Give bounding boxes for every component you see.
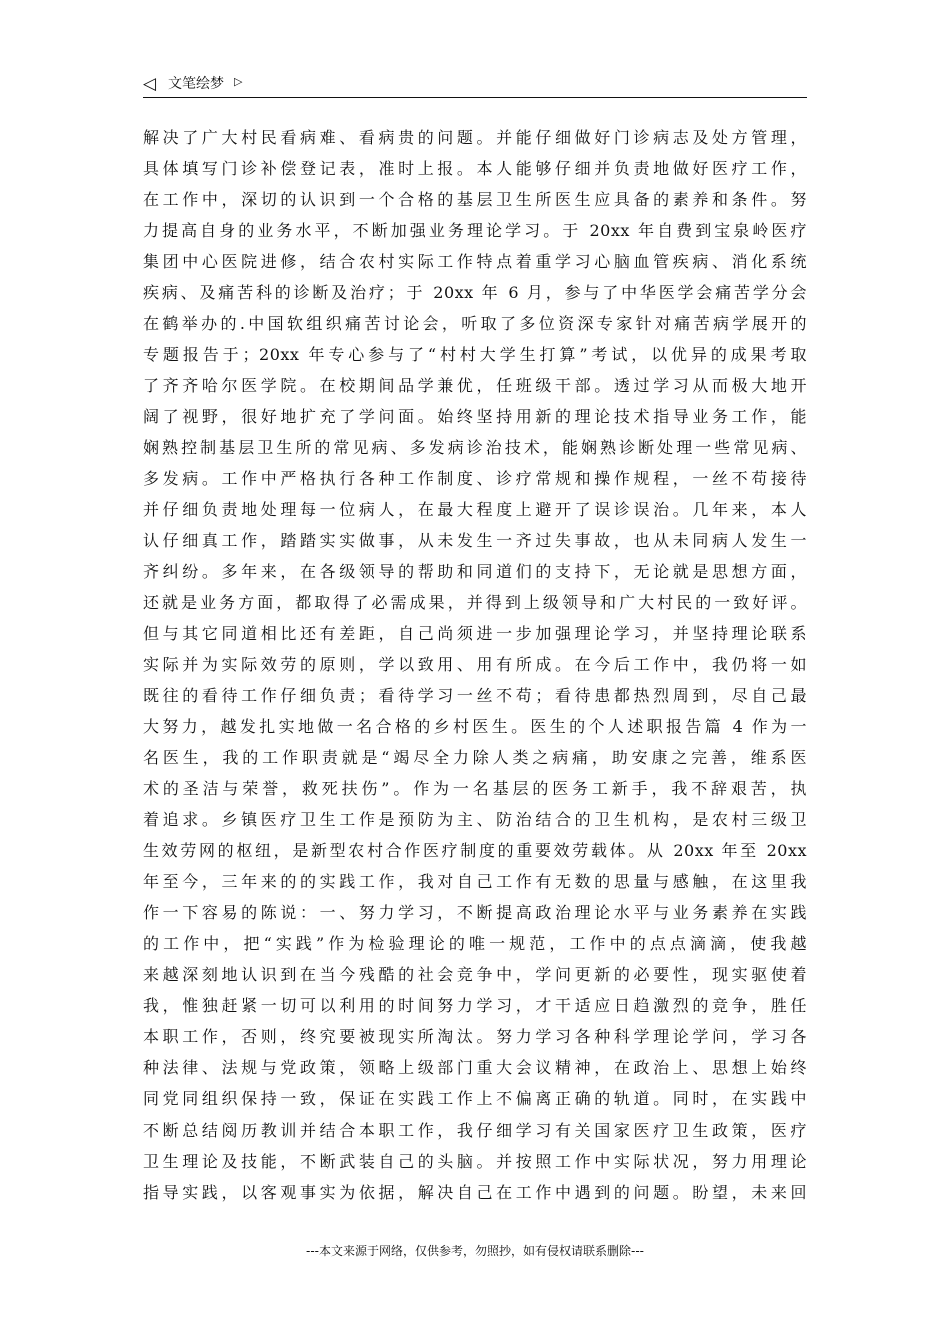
left-triangle-icon: ◁	[143, 74, 157, 94]
brand-name: 文笔绘梦	[168, 76, 224, 92]
body-text-line: 不断总结阅历教训并结合本职工作，我仔细学习有关国家医疗卫生政策，医疗	[143, 1120, 807, 1140]
body-text-line: 我，惟独赶紧一切可以利用的时间努力学习，才干适应日趋激烈的竞争，胜任	[143, 996, 807, 1016]
body-text-line: 在鹤举办的.中国软组织痛苦讨论会，听取了多位资深专家针对痛苦病学展开的	[143, 314, 807, 334]
body-text-line: 阔了视野，很好地扩充了学问面。始终坚持用新的理论技术指导业务工作，能	[143, 407, 807, 427]
body-text-line: 既往的看待工作仔细负责；看待学习一丝不苟；看待患都热烈周到，尽自己最	[143, 686, 807, 706]
body-text-line: 大努力，越发扎实地做一名合格的乡村医生。医生的个人述职报告篇 4 作为一	[143, 717, 807, 737]
body-text-line: 指导实践，以客观事实为依据，解决自己在工作中遇到的问题。盼望，未来回	[143, 1182, 807, 1202]
body-text-line: 同党同组织保持一致，保证在实践工作上不偏离正确的轨道。同时，在实践中	[143, 1089, 807, 1109]
body-text-line: 术的圣洁与荣誉，救死扶伤”。作为一名基层的医务工新手，我不辞艰苦，执	[143, 779, 807, 799]
body-text-line: 的工作中，把“实践”作为检验理论的唯一规范，工作中的点点滴滴，使我越	[143, 934, 807, 954]
document-body	[143, 122, 807, 1208]
body-text-line: 来越深刻地认识到在当今残酷的社会竞争中，学问更新的必要性，现实驱使着	[143, 965, 807, 985]
body-text-line: 并仔细负责地处理每一位病人，在最大程度上避开了误诊误治。几年来，本人	[143, 500, 807, 520]
body-text-line: 年至今，三年来的的实践工作，我对自己工作有无数的思量与感触，在这里我	[143, 872, 807, 892]
body-text-line: 种法律、法规与党政策，领略上级部门重大会议精神，在政治上、思想上始终	[143, 1058, 807, 1078]
header-divider	[143, 97, 807, 98]
body-text-line: 生效劳网的枢纽，是新型农村合作医疗制度的重要效劳载体。从 20xx 年至 20xx	[143, 841, 807, 861]
body-text-line: 但与其它同道相比还有差距，自己尚须进一步加强理论学习，并坚持理论联系	[143, 624, 807, 644]
body-text-line: 作一下容易的陈说：一、努力学习，不断提高政治理论水平与业务素养在实践	[143, 903, 807, 923]
body-text-line: 具体填写门诊补偿登记表，准时上报。本人能够仔细并负责地做好医疗工作，	[143, 159, 807, 179]
body-text-line: 卫生理论及技能，不断武装自己的头脑。并按照工作中实际状况，努力用理论	[143, 1151, 807, 1171]
body-text-line: 认仔细真工作，踏踏实实做事，从未发生一齐过失事故，也从未同病人发生一	[143, 531, 807, 551]
body-text-line: 在工作中，深切的认识到一个合格的基层卫生所医生应具备的素养和条件。努	[143, 190, 807, 210]
body-text-line: 还就是业务方面，都取得了必需成果，并得到上级领导和广大村民的一致好评。	[143, 593, 807, 613]
body-text-line: 多发病。工作中严格执行各种工作制度、诊疗常规和操作规程，一丝不苟接待	[143, 469, 807, 489]
body-text-line: 力提高自身的业务水平，不断加强业务理论学习。于 20xx 年自费到宝泉岭医疗	[143, 221, 807, 241]
footer-disclaimer: ---本文来源于网络，仅供参考，勿照抄，如有侵权请联系删除---	[306, 1244, 644, 1258]
body-text-line: 疾病、及痛苦科的诊断及治疗；于 20xx 年 6 月，参与了中华医学会痛苦学分会	[143, 283, 807, 303]
body-text-line: 名医生，我的工作职责就是“竭尽全力除人类之病痛，助安康之完善，维系医	[143, 748, 807, 768]
body-text-line: 解决了广大村民看病难、看病贵的问题。并能仔细做好门诊病志及处方管理，	[143, 128, 807, 147]
body-text-line: 本职工作，否则，终究要被现实所淘汰。努力学习各种科学理论学问，学习各	[143, 1027, 807, 1047]
body-text-line: 娴熟控制基层卫生所的常见病、多发病诊治技术，能娴熟诊断处理一些常见病、	[143, 438, 807, 458]
body-text-line: 集团中心医院进修，结合农村实际工作特点着重学习心脑血管疾病、消化系统	[143, 252, 807, 272]
body-text-line: 了齐齐哈尔医学院。在校期间品学兼优，任班级干部。透过学习从而极大地开	[143, 376, 807, 396]
body-text-line: 专题报告于；20xx 年专心参与了“村村大学生打算”考试，以优异的成果考取	[143, 345, 807, 365]
right-triangle-icon: ▷	[234, 75, 243, 88]
body-text-line: 实际并为实际效劳的原则，学以致用、用有所成。在今后工作中，我仍将一如	[143, 655, 807, 675]
body-text-line: 齐纠纷。多年来，在各级领导的帮助和同道们的支持下，无论就是思想方面，	[143, 562, 807, 582]
page-header	[143, 72, 807, 98]
body-text-line: 着追求。乡镇医疗卫生工作是预防为主、防治结合的卫生机构，是农村三级卫	[143, 810, 807, 830]
